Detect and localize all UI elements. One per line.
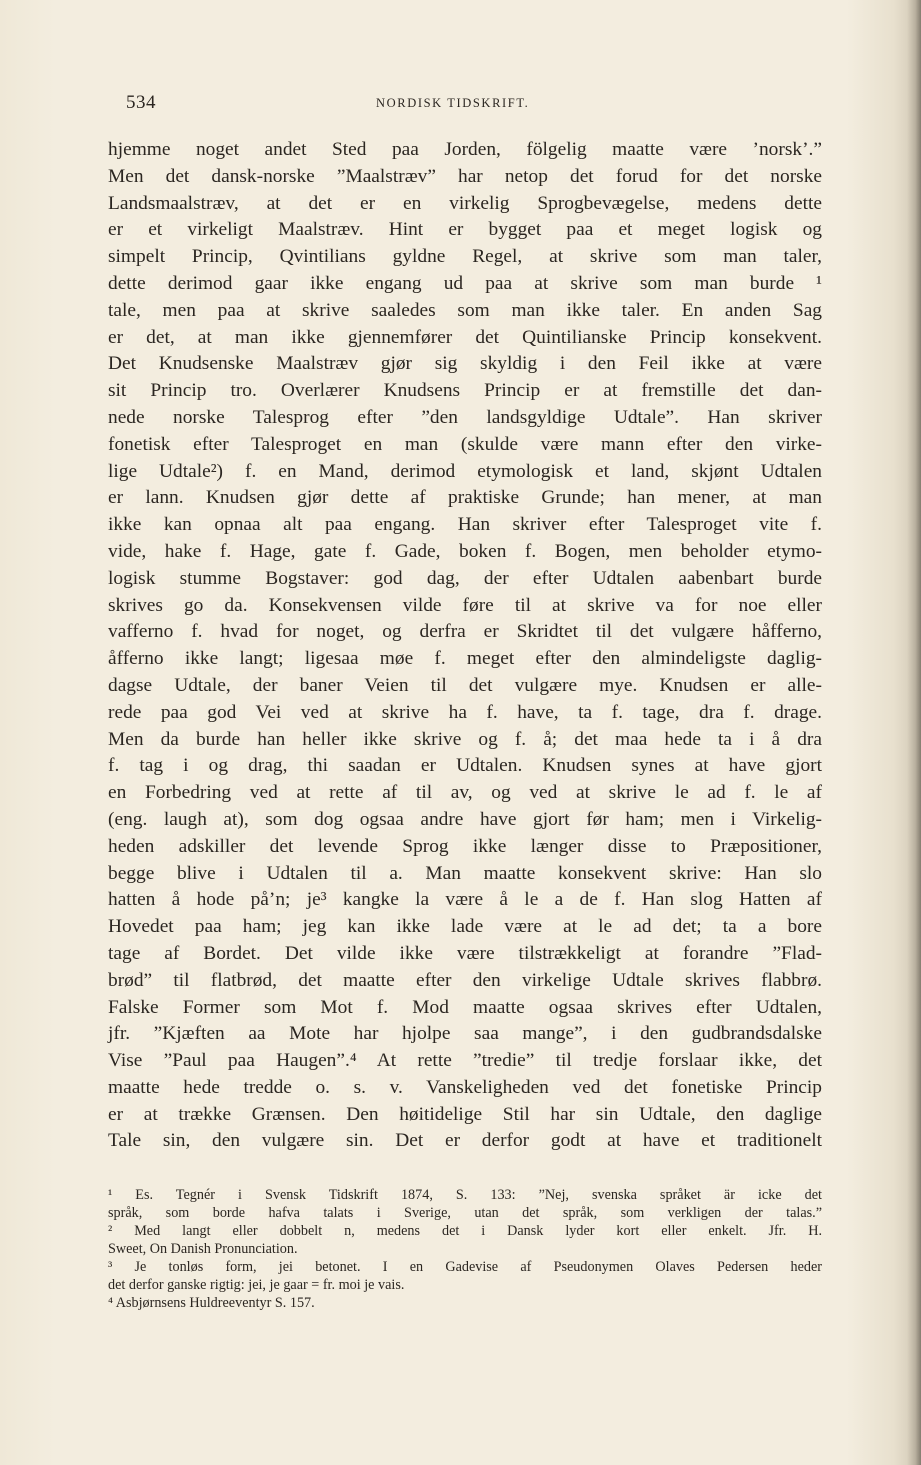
- body-line: Men det dansk-norske ”Maalstræv” har netop det forud for det norske: [108, 165, 822, 187]
- body-line: sit Princip tro. Overlærer Knudsens Princip er at fremstille det dan-: [108, 380, 822, 402]
- body-line: Tale sin, den vulgære sin. Det er derfor godt at have et traditionelt: [108, 1130, 822, 1152]
- body-line: skrives go da. Konsekvensen vilde føre til at skrive va for noe eller: [108, 594, 822, 616]
- body-line: brød” til flatbrød, det maatte efter den virkelige Udtale skrives flabbrø.: [108, 969, 822, 991]
- body-line: åfferno ikke langt; ligesaa møe f. meget efter den almindeligste daglig-: [108, 648, 822, 670]
- body-line: lige Udtale²) f. en Mand, derimod etymologisk et land, skjønt Udtalen: [108, 460, 822, 482]
- running-head: [110, 92, 822, 118]
- footnote-line: ⁴ Asbjørnsens Huldreeventyr S. 157.: [108, 1295, 315, 1311]
- body-line: Landsmaalstræv, at det er en virkelig Sprogbevægelse, medens dette: [108, 192, 822, 214]
- body-line: er det, at man ikke gjennemfører det Quintilianske Princip konsekvent.: [108, 326, 822, 348]
- body-line: hatten å hode på’n; je³ kangke la være å le a de f. Han slog Hatten af: [108, 889, 822, 911]
- body-line: tale, men paa at skrive saaledes som man ikke taler. En anden Sag: [108, 299, 822, 321]
- body-line: begge blive i Udtalen til a. Man maatte konsekvent skrive: Han slo: [108, 862, 822, 884]
- footnote-line: ³ Je tonløs form, jei betonet. I en Gadevise af Pseudonymen Olaves Pedersen heder: [108, 1259, 822, 1275]
- body-line: ikke kan opnaa alt paa engang. Han skriver efter Talesproget vite f.: [108, 514, 822, 536]
- body-line: tage af Bordet. Det vilde ikke være tilstrækkeligt at forandre ”Flad-: [108, 942, 822, 964]
- body-line: heden adskiller det levende Sprog ikke længer disse to Præpositioner,: [108, 835, 822, 857]
- body-line: vide, hake f. Hage, gate f. Gade, boken f. Bogen, men beholder etymo-: [108, 540, 822, 562]
- body-line: Vise ”Paul paa Haugen”.⁴ At rette ”tredie” til tredje forslaar ikke, det: [108, 1050, 822, 1072]
- page-number: 534: [126, 92, 156, 113]
- footnote-line: ² Med langt eller dobbelt n, medens det i Dansk lyder kort eller enkelt. Jfr. H.: [108, 1223, 822, 1239]
- body-line: logisk stumme Bogstaver: god dag, der efter Udtalen aabenbart burde: [108, 567, 822, 589]
- body-line: dette derimod gaar ikke engang ud paa at skrive som man burde ¹: [108, 272, 822, 294]
- body-line: fonetisk efter Talesproget en man (skulde være mann efter den virke-: [108, 433, 822, 455]
- body-line: nede norske Talesprog efter ”den landsgyldige Udtale”. Han skriver: [108, 406, 822, 428]
- binding-shadow: [907, 0, 921, 1465]
- body-line: f. tag i og drag, thi saadan er Udtalen. Knudsen synes at have gjort: [108, 755, 822, 777]
- body-line: hjemme noget andet Sted paa Jorden, fölgelig maatte være ’norsk’.”: [108, 139, 822, 160]
- footnote-line: ¹ Es. Tegnér i Svensk Tidskrift 1874, S. 133: ”Nej, svenska språket är icke det: [108, 1187, 822, 1203]
- body-line: (eng. laugh at), som dog ogsaa andre have gjort før ham; men i Virkelig-: [108, 808, 822, 830]
- body-line: Men da burde han heller ikke skrive og f. å; det maa hede ta i å dra: [108, 728, 822, 750]
- body-line: Falske Former som Mot f. Mod maatte ogsaa skrives efter Udtalen,: [108, 996, 822, 1018]
- body-line: Det Knudsenske Maalstræv gjør sig skyldig i den Feil ikke at være: [108, 353, 822, 375]
- footnote-line: Sweet, On Danish Pronunciation.: [108, 1241, 298, 1257]
- body-line: er lann. Knudsen gjør dette af praktiske Grunde; han mener, at man: [108, 487, 822, 509]
- body-line: maatte hede tredde o. s. v. Vanskeligheden ved det fonetiske Princip: [108, 1076, 822, 1098]
- body-line: en Forbedring ved at rette af til av, og ved at skrive le ad f. le af: [108, 782, 822, 804]
- body-text: [108, 137, 822, 1155]
- footnote-line: det derfor ganske rigtig: jei, je gaar = fr. moi je vais.: [108, 1277, 405, 1293]
- body-line: er et virkeligt Maalstræv. Hint er bygget paa et meget logisk og: [108, 219, 822, 241]
- body-line: vafferno f. hvad for noget, og derfra er Skridtet til det vulgære håfferno,: [108, 621, 822, 643]
- footnote-line: språk, som borde hafva talats i Sverige, utan det språk, som verkligen der talas.”: [108, 1205, 822, 1221]
- journal-title: NORDISK TIDSKRIFT.: [376, 96, 530, 110]
- body-line: dagse Udtale, der baner Veien til det vulgære mye. Knudsen er alle-: [108, 674, 822, 696]
- body-line: rede paa god Vei ved at skrive ha f. have, ta f. tage, dra f. drage.: [108, 701, 822, 723]
- body-line: Hovedet paa ham; jeg kan ikke lade være at le ad det; ta a bore: [108, 916, 822, 938]
- body-line: er at trække Grænsen. Den høitidelige Stil har sin Udtale, den daglige: [108, 1103, 822, 1125]
- body-line: simpelt Princip, Qvintilians gyldne Regel, at skrive som man taler,: [108, 246, 822, 268]
- footnotes: [108, 1186, 822, 1312]
- body-line: jfr. ”Kjæften aa Mote har hjolpe saa mange”, i den gudbrandsdalske: [108, 1023, 822, 1045]
